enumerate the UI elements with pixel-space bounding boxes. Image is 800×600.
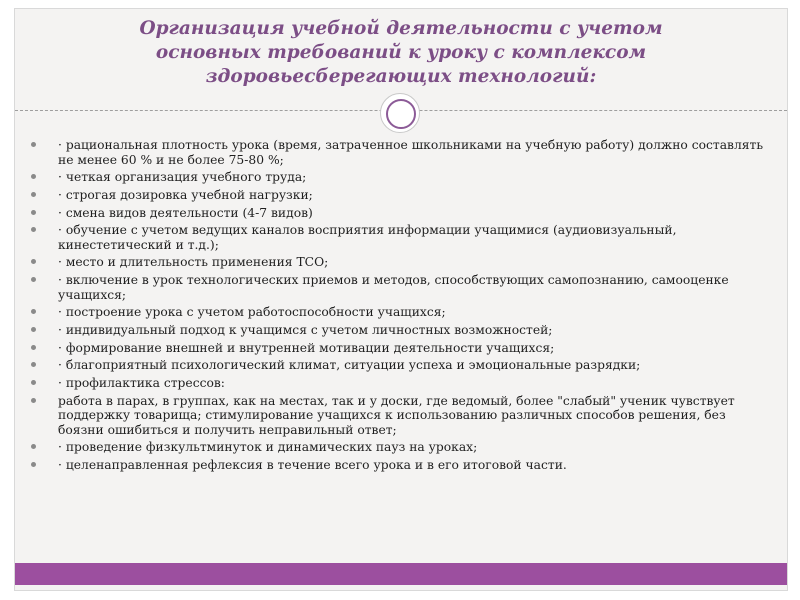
list-item-text: · построение урока с учетом работоспособности учащихся; — [58, 305, 446, 320]
list-item — [29, 358, 769, 373]
list-item — [29, 255, 769, 270]
list-item — [29, 323, 769, 338]
list-item-text: · место и длительность применения ТСО; — [58, 255, 329, 270]
bullet-list — [29, 138, 769, 476]
slide-title — [15, 17, 787, 89]
bullet-icon — [31, 210, 36, 215]
bullet-icon — [31, 227, 36, 232]
ring-ornament-icon — [380, 93, 420, 133]
list-item-text: · рациональная плотность урока (время, затраченное школьниками на учебную работу) должно составлять не менее 60 % и не более 75-80 %; — [58, 138, 764, 167]
list-item-text: работа в парах, в группах, как на местах, так и у доски, где ведомый, более "слабый" ученик чувствует поддержку товарища; стимулирование учащихся к использованию различных способов решения, без боязни ошибиться и получить неправильный ответ; — [58, 393, 735, 437]
list-item — [29, 206, 769, 221]
list-item — [29, 440, 769, 455]
list-item-text: · включение в урок технологических приемов и методов, способствующих самопознанию, самооценке учащихся; — [58, 273, 729, 302]
list-item-text: · профилактика стрессов: — [58, 376, 225, 391]
list-item-text: · обучение с учетом ведущих каналов восприятия информации учащимися (аудиовизуальный, кинестетический и т.д.); — [58, 223, 677, 252]
list-item-text: · благоприятный психологический климат, ситуации успеха и эмоциональные разрядки; — [58, 358, 641, 373]
bullet-icon — [31, 142, 36, 147]
bullet-icon — [31, 444, 36, 449]
bullet-icon — [31, 398, 36, 403]
title-line-2: основных требований к уроку с комплексом — [155, 42, 647, 63]
bullet-icon — [31, 277, 36, 282]
list-item-text: · смена видов деятельности (4-7 видов) — [58, 205, 313, 220]
list-item — [29, 341, 769, 356]
bullet-icon — [31, 192, 36, 197]
list-item — [29, 394, 769, 438]
bullet-icon — [31, 380, 36, 385]
list-item — [29, 188, 769, 203]
title-line-1: Организация учебной деятельности с учетом — [139, 18, 663, 39]
bullet-icon — [31, 309, 36, 314]
list-item — [29, 138, 769, 167]
list-item-text: · формирование внешней и внутренней мотивации деятельности учащихся; — [58, 340, 555, 355]
footer-bar — [15, 563, 787, 585]
title-line-3: здоровьесберегающих технологий: — [205, 66, 597, 87]
list-item-text: · проведение физкультминуток и динамических пауз на уроках; — [58, 440, 478, 455]
list-item-text: · четкая организация учебного труда; — [58, 170, 307, 185]
bullet-icon — [31, 462, 36, 467]
list-item — [29, 273, 769, 302]
slide — [14, 8, 788, 591]
list-item-text: · целенаправленная рефлексия в течение всего урока и в его итоговой части. — [58, 458, 567, 473]
bullet-icon — [31, 362, 36, 367]
bullet-icon — [31, 327, 36, 332]
list-item — [29, 305, 769, 320]
bullet-icon — [31, 174, 36, 179]
list-item — [29, 376, 769, 391]
list-item-text: · индивидуальный подход к учащимся с учетом личностных возможностей; — [58, 323, 553, 337]
bullet-icon — [31, 259, 36, 264]
list-item-text: · строгая дозировка учебной нагрузки; — [58, 187, 313, 202]
list-item — [29, 458, 769, 473]
list-item — [29, 170, 769, 185]
bullet-icon — [31, 345, 36, 350]
list-item — [29, 223, 769, 252]
